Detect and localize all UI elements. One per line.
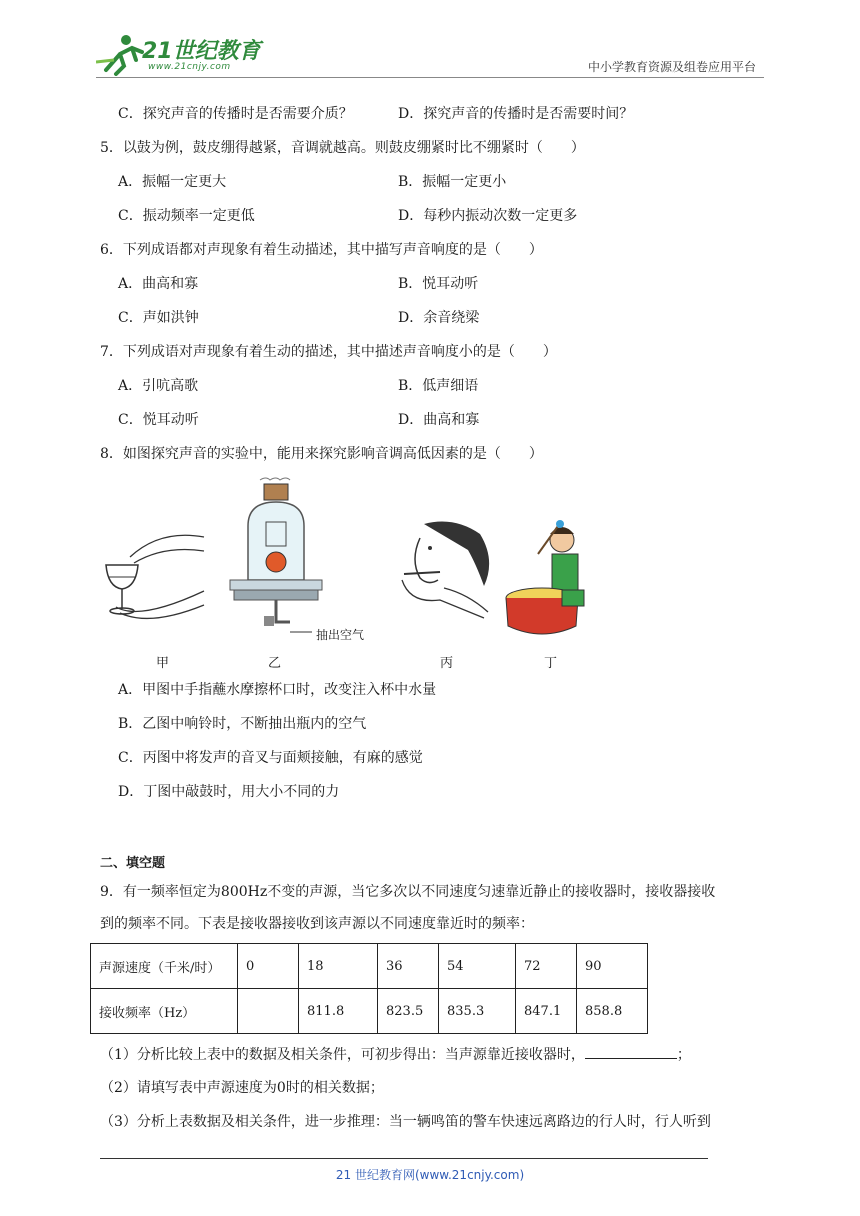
q5-option-c: C．振动频率一定更低 [118,208,255,224]
q8-option-a: A．甲图中手指蘸水摩擦杯口时，改变注入杯中水量 [118,682,437,698]
q8-option-c: C．丙图中将发声的音叉与面颊接触，有麻的感觉 [118,750,423,766]
table-cell: 18 [299,944,378,989]
table-row [91,944,648,989]
table-row [91,989,648,1034]
q7-option-d: D．曲高和寡 [398,412,480,428]
q7-option-b: B．低声细语 [398,378,479,394]
footer-link[interactable]: 21 世纪教育网(www.21cnjy.com) [335,1168,525,1182]
table-cell: 54 [439,944,516,989]
bell-jar-figure [226,476,346,646]
q6-option-b: B．悦耳动听 [398,276,479,292]
header-platform-name: 中小学教育资源及组卷应用平台 [587,60,756,74]
q8-stem: 8．如图探究声音的实验中，能用来探究影响音调高低因素的是（ ） [100,446,543,462]
table-cell: 72 [516,944,577,989]
q6-option-c: C．声如洪钟 [118,310,199,326]
footer-divider [100,1158,708,1159]
header-divider [96,77,764,78]
table-cell: 36 [378,944,439,989]
q6-option-d: D．余音绕梁 [398,310,480,326]
table-cell: 90 [577,944,648,989]
runner-logo-icon [96,32,146,76]
q9-sub2: （2）请填写表中声源速度为0时的相关数据； [100,1080,384,1096]
q9-stem-line2: 到的频率不同。下表是接收器接收到该声源以不同速度靠近时的频率： [100,916,534,932]
frequency-table [90,943,648,1034]
figure-annotation-extract-air: 抽出空气 [316,628,365,642]
logo-text: 21世纪教育 [142,39,261,64]
tuning-fork-figure [384,520,496,620]
figure-label-jia: 甲 [156,656,170,671]
q5-option-d: D．每秒内振动次数一定更多 [398,208,578,224]
table-cell: 858.8 [577,989,648,1034]
table-cell: 声源速度（千米/时） [91,944,238,989]
q9-sub1 [100,1044,691,1065]
logo-url: www.21cnjy.com [148,62,231,72]
q8-option-b: B．乙图中响铃时，不断抽出瓶内的空气 [118,716,367,732]
q7-stem: 7．下列成语对声现象有着生动的描述，其中描述声音响度小的是（ ） [100,344,557,360]
table-cell: 823.5 [378,989,439,1034]
q9-sub3: （3）分析上表数据及相关条件，进一步推理：当一辆鸣笛的警车快速远离路边的行人时，行人听到 [100,1114,711,1130]
figure-label-yi: 乙 [268,656,282,671]
q8-option-d: D．丁图中敲鼓时，用大小不同的力 [118,784,340,800]
table-cell: 835.3 [439,989,516,1034]
table-cell: 811.8 [299,989,378,1034]
q4-option-c: C．探究声音的传播时是否需要介质？ [118,106,353,122]
q6-stem: 6．下列成语都对声现象有着生动描述，其中描写声音响度的是（ ） [100,242,543,258]
q4-option-d: D．探究声音的传播时是否需要时间？ [398,106,634,122]
q6-option-a: A．曲高和寡 [118,276,199,292]
q5-option-b: B．振幅一定更小 [398,174,507,190]
answer-blank[interactable] [585,1044,677,1059]
wine-glass-figure [100,525,210,625]
table-cell: 0 [238,944,299,989]
q9-stem-line1: 9．有一频率恒定为800Hz不变的声源，当它多次以不同速度匀速靠近静止的接收器时，接收器接收 [100,884,716,900]
q9-sub1-text: （1）分析比较上表中的数据及相关条件，可初步得出：当声源靠近接收器时， [100,1047,585,1063]
q9-sub1-suffix: ； [676,1047,691,1063]
figure-label-bing: 丙 [440,656,454,671]
drum-figure [502,514,604,644]
q7-option-a: A．引吭高歌 [118,378,199,394]
table-cell-blank[interactable] [238,989,299,1034]
figure-label-ding: 丁 [544,656,558,671]
q5-option-a: A．振幅一定更大 [118,174,227,190]
site-logo [96,32,266,76]
table-cell: 847.1 [516,989,577,1034]
q5-stem: 5．以鼓为例，鼓皮绷得越紧，音调就越高。则鼓皮绷紧时比不绷紧时（ ） [100,140,585,156]
table-cell: 接收频率（Hz） [91,989,238,1034]
section-title-fill-in: 二、填空题 [100,856,166,871]
q7-option-c: C．悦耳动听 [118,412,199,428]
